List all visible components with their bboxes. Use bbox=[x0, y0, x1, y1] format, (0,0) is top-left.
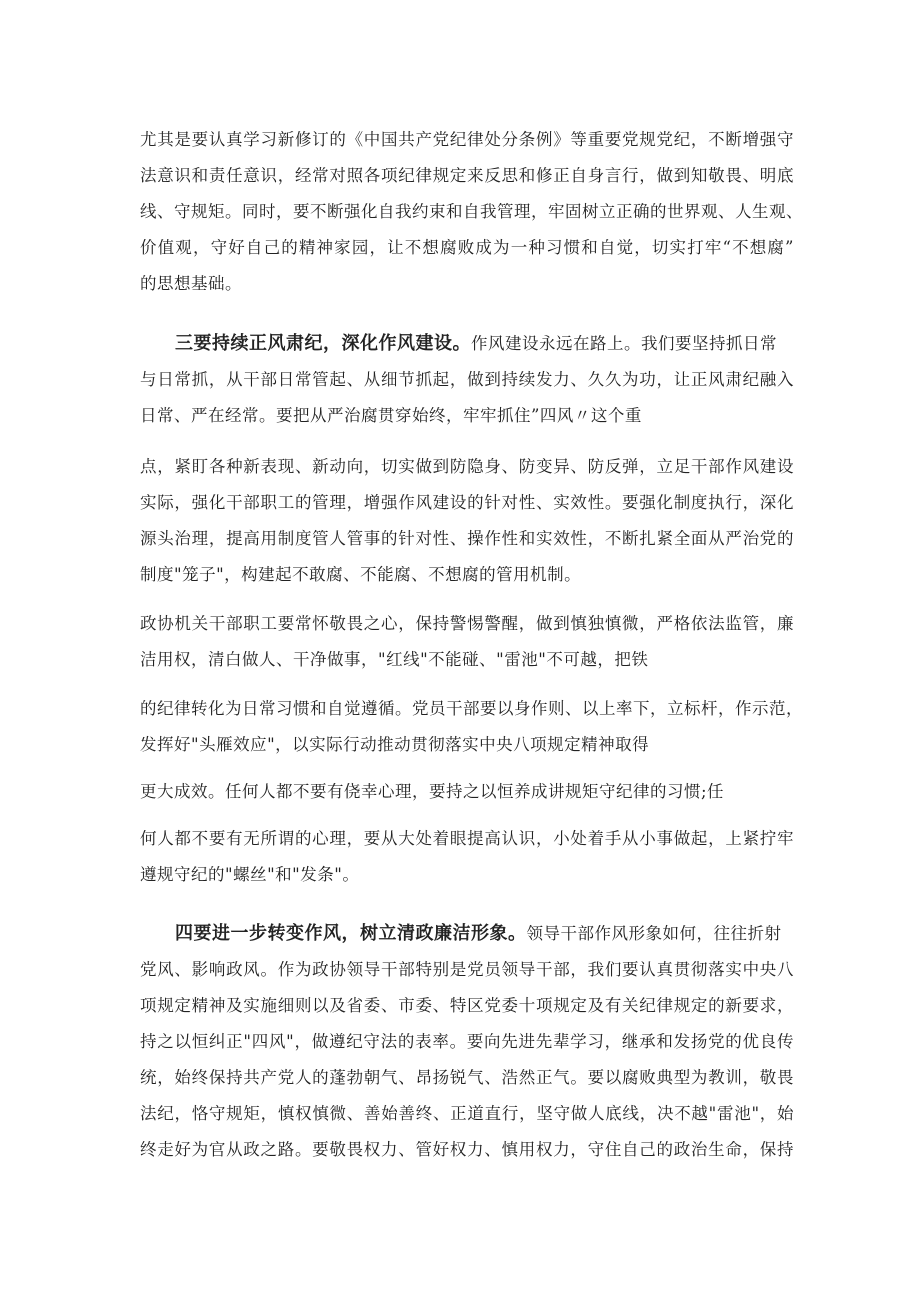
text-line: 统，始终保持共产党人的蓬勃朝气、昂扬锐气、浩然正气。要以腐败典型为教训，敬畏 bbox=[140, 1068, 794, 1087]
text-line: 遵规守纪的"螺丝"和"发条"。 bbox=[140, 865, 360, 884]
section-3-heading: 三要持续正风肃纪，深化作风建设。 bbox=[175, 333, 471, 354]
text-line: 制度"笼子"，构建起不敢腐、不能腐、不想腐的管用机制。 bbox=[140, 565, 582, 584]
text-line: 与日常抓，从干部日常管起、从细节抓起，做到持续发力、久久为功，让正风肃纪融入 bbox=[140, 370, 794, 389]
text-line: 洁用权，清白做人、干净做事，"红线"不能碰、"雷池"不可越，把铁 bbox=[140, 650, 649, 669]
text-line: 价值观，守好自己的精神家园，让不想腐败成为一种习惯和自觉，切实打牢“不想腐” bbox=[140, 238, 794, 257]
text-line: 法意识和责任意识，经常对照各项纪律规定来反思和修正自身言行，做到知敬畏、明底 bbox=[140, 166, 794, 185]
text-line: 政协机关干部职工要常怀敬畏之心，保持警惕警醒，做到慎独慎微，严格依法监管，廉 bbox=[140, 614, 794, 633]
text-line: 终走好为官从政之路。要敬畏权力、管好权力、慎用权力，守住自己的政治生命，保持 bbox=[140, 1140, 794, 1159]
text-line: 更大成效。任何人都不要有侥幸心理，要持之以恒养成讲规矩守纪律的习惯;任 bbox=[140, 782, 725, 801]
text-line: 的思想基础。 bbox=[140, 274, 242, 293]
text-line: 何人都不要有无所谓的心理，要从大处着眼提高认识，小处着手从小事做起，上紧拧牢 bbox=[140, 829, 794, 848]
section-3-first-line bbox=[175, 334, 777, 354]
text-line: 尤其是要认真学习新修订的《中国共产党纪律处分条例》等重要党规党纪，不断增强守 bbox=[140, 130, 794, 149]
text-line: 实际，强化干部职工的管理，增强作风建设的针对性、实效性。要强化制度执行，深化 bbox=[140, 493, 794, 512]
text-line: 点，紧盯各种新表现、新动向，切实做到防隐身、防变异、防反弹，立足干部作风建设 bbox=[140, 457, 794, 476]
text-line: 党风、影响政风。作为政协领导干部特别是党员领导干部，我们要认真贯彻落实中央八 bbox=[140, 960, 794, 979]
section-3-intro: 作风建设永远在路上。我们要坚持抓日常 bbox=[471, 334, 777, 353]
text-line: 源头治理，提高用制度管人管事的针对性、操作性和实效性，不断扎紧全面从严治党的 bbox=[140, 529, 794, 548]
section-4-first-line bbox=[175, 924, 782, 944]
text-line: 持之以恒纠正"四风"，做遵纪守法的表率。要向先进先辈学习，继承和发扬党的优良传 bbox=[140, 1032, 794, 1051]
text-line: 发挥好"头雁效应"，以实际行动推动贯彻落实中央八项规定精神取得 bbox=[140, 735, 650, 754]
text-line: 项规定精神及实施细则以及省委、市委、特区党委十项规定及有关纪律规定的新要求， bbox=[140, 996, 794, 1015]
text-line: 日常、严在经常。要把从严治腐贯穿始终，牢牢抓住”四风〃这个重 bbox=[140, 406, 642, 425]
text-line: 法纪，恪守规矩，慎权慎微、善始善终、正道直行，坚守做人底线，决不越"雷池"，始 bbox=[140, 1104, 794, 1123]
text-line: 的纪律转化为日常习惯和自觉遵循。党员干部要以身作则、以上率下，立标杆，作示范， bbox=[140, 699, 803, 718]
section-4-intro: 领导干部作风形象如何，往往折射 bbox=[526, 924, 782, 943]
section-4-heading: 四要进一步转变作风，树立清政廉洁形象。 bbox=[175, 923, 527, 944]
text-line: 线、守规矩。同时，要不断强化自我约束和自我管理，牢固树立正确的世界观、人生观、 bbox=[140, 202, 803, 221]
